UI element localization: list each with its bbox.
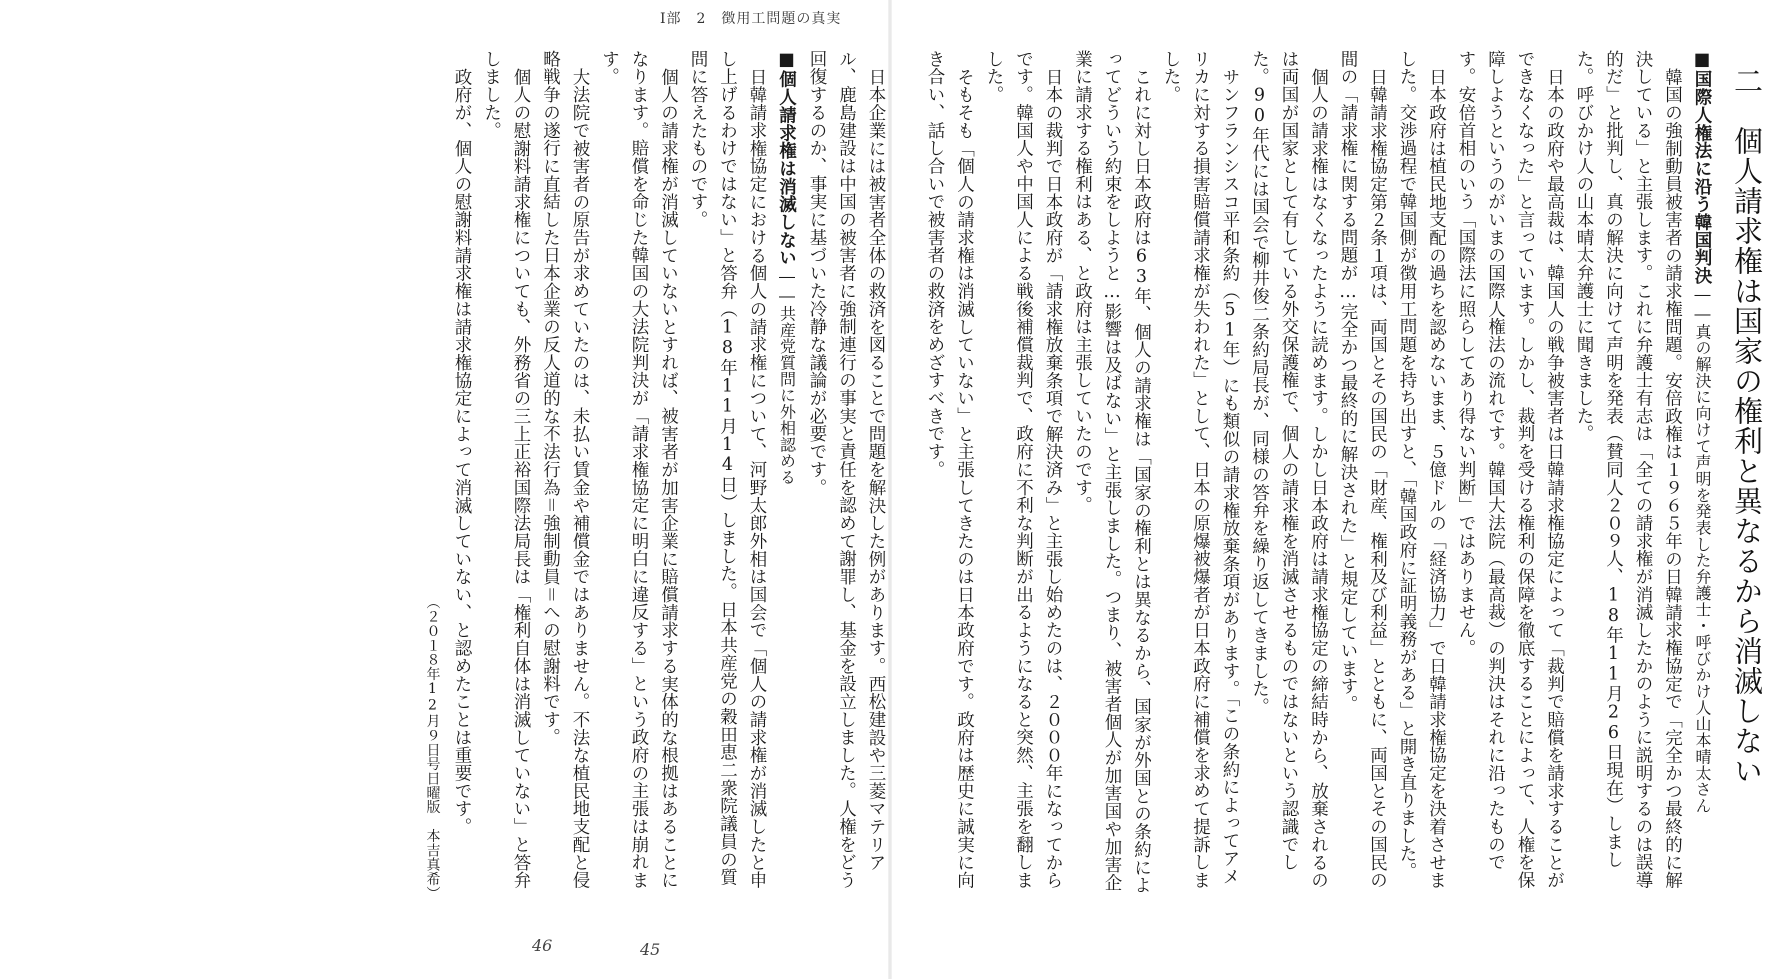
paragraph: サンフランシスコ平和条約（51年）にも類似の請求権放棄条項があります。「この条約によってアメリカに対する損害賠償請求権が失われた」として、日本の原爆被爆者が日本政府に補償を求めて提訴しました。 xyxy=(1161,50,1240,889)
subheading-kokusai xyxy=(1687,50,1718,900)
paragraph: そもそも「個人の請求権は消滅していない」と主張してきたのは日本政府です。政府は歴史に誠実に向き合い、話し合いで被害者の救済をめざすべきです。 xyxy=(925,50,975,889)
subheading-kyosanto xyxy=(771,50,802,900)
running-header: Ⅰ部 2 徴用工問題の真実 xyxy=(660,11,842,27)
paragraph: 政府が、個人の慰謝料請求権は請求権協定によって消滅していない、と認めたことは重要です。 xyxy=(452,67,472,836)
paragraph: 個人の請求権はなくなったように読めます。しかし日本政府は請求権協定の締結時から、放棄されるのは両国が国家として有している外交保護権で、個人の請求権を消滅させるものではないという認識でした。90年代には国会で柳井俊二条約局長が、同様の答弁を繰り返してきました。 xyxy=(1249,50,1329,889)
subheading-main: ■国際人権法に沿う韓国判決 xyxy=(1692,50,1712,285)
paragraph: 日韓請求権協定における個人の請求権について、河野太郎外相は国会で「個人の請求権が消滅したと申し上げるわけではない」と答弁（18年11月14日）しました。日本共産党の穀田恵二衆院議員の質問に答えたものです。 xyxy=(688,50,767,889)
paragraph: 日本政府は植民地支配の過ちを認めないまま、５億ドルの「経済協力」で日韓請求権協定を決着させました。交渉過程で韓国側が徴用工問題を持ち出すと、「韓国政府に証明義務がある」と開き直りました。 xyxy=(1397,50,1447,889)
signature: （２０１８年12月９日号日曜版 本吉真希） xyxy=(424,594,441,900)
paragraph: 日韓請求権協定第２条１項は、両国とその国民の「財産、権利及び利益」とともに、両国とその国民の間の「請求権に関する問題が…完全かつ最終的に解決された」と規定しています。 xyxy=(1338,50,1388,889)
chapter-title: 二 個人請求権は国家の権利と異なるから消滅しない xyxy=(1730,66,1764,786)
paragraph: 個人の請求権が消滅していないとすれば、被害者が加害企業に賠償請求する実体的な根拠はあることになります。賠償を命じた韓国の大法院判決が「請求権協定に明白に違反する」という政府の主張は崩れます。 xyxy=(599,50,679,889)
paragraph: 韓国の強制動員被害者の請求権問題。安倍政権は１９６５年の日韓請求権協定で「完全かつ最終的に解決している」と主張します。これに弁護士有志は「全ての請求権が消滅したかのように説明するのは誤導的だ」と批判し、真の解決に向けて声明を発表（賛同人２０９人、18年11月26日現在）しました。呼びかけ人の山本晴太弁護士に聞きました。 xyxy=(1574,50,1683,889)
paragraph: 日本の裁判で日本政府が「請求権放棄条項で解決済み」と主張し始めたのは、２０００年になってからです。韓国人や中国人による戦後補償裁判で、政府に不利な判断が出るようになると突然、主張を翻しました。 xyxy=(984,50,1063,889)
paragraph: 個人の慰謝料請求権についても、外務省の三上正裕国際法局長は「権利自体は消滅していない」と答弁しました。 xyxy=(481,50,531,889)
paragraph: 大法院で被害者の原告が求めていたのは、未払い賃金や補償金ではありません。不法な植民地支配と侵略戦争の遂行に直結した日本企業の反人道的な不法行為＝強制動員＝への慰謝料です。 xyxy=(540,50,590,889)
signature-line xyxy=(417,50,447,900)
left-page xyxy=(0,0,890,979)
paragraph: これに対し日本政府は63年、個人の請求権は「国家の権利とは異なるから、国家が外国との条約によってどういう約束をしようと…影響は及ばない」と主張しました。つまり、被害者個人が加害国や加害企業に請求する権利はある、と政府は主張していたのです。 xyxy=(1072,50,1152,894)
article-block-left xyxy=(40,50,890,900)
subheading-tail: ――真の解決に向けて声明を発表した弁護士・呼びかけ人山本晴太さん xyxy=(1693,284,1712,814)
page-number-left: 46 xyxy=(532,936,553,955)
article-block-right xyxy=(927,50,1717,900)
subheading-tail: ――共産党質問に外相認める xyxy=(777,266,797,486)
paragraph: 日本企業には被害者全体の救済を図ることで問題を解決した例があります。西松建設や三菱マテリアル、鹿島建設は中国の被害者に強制連行の事実と責任を認めて謝罪し、基金を設立しました。人権をどう回復するのか、事実に基づいた冷静な議論が必要です。 xyxy=(807,50,886,889)
paragraph: 日本の政府や最高裁は、韓国人の戦争被害者は日韓請求権協定によって「裁判で賠償を請求することができなくなった」と言っています。しかし、裁判を受ける権利の保障を徹底することによって、人権を保障しようというのがいまの国際人権法の流れです。韓国大法院（最高裁）の判決はそれに沿ったものです。安倍首相のいう「国際法に照らしてあり得ない判断」ではありません。 xyxy=(1456,50,1565,889)
page-number-right: 45 xyxy=(640,940,661,959)
subheading-main: ■個人請求権は消滅しない xyxy=(776,50,797,267)
